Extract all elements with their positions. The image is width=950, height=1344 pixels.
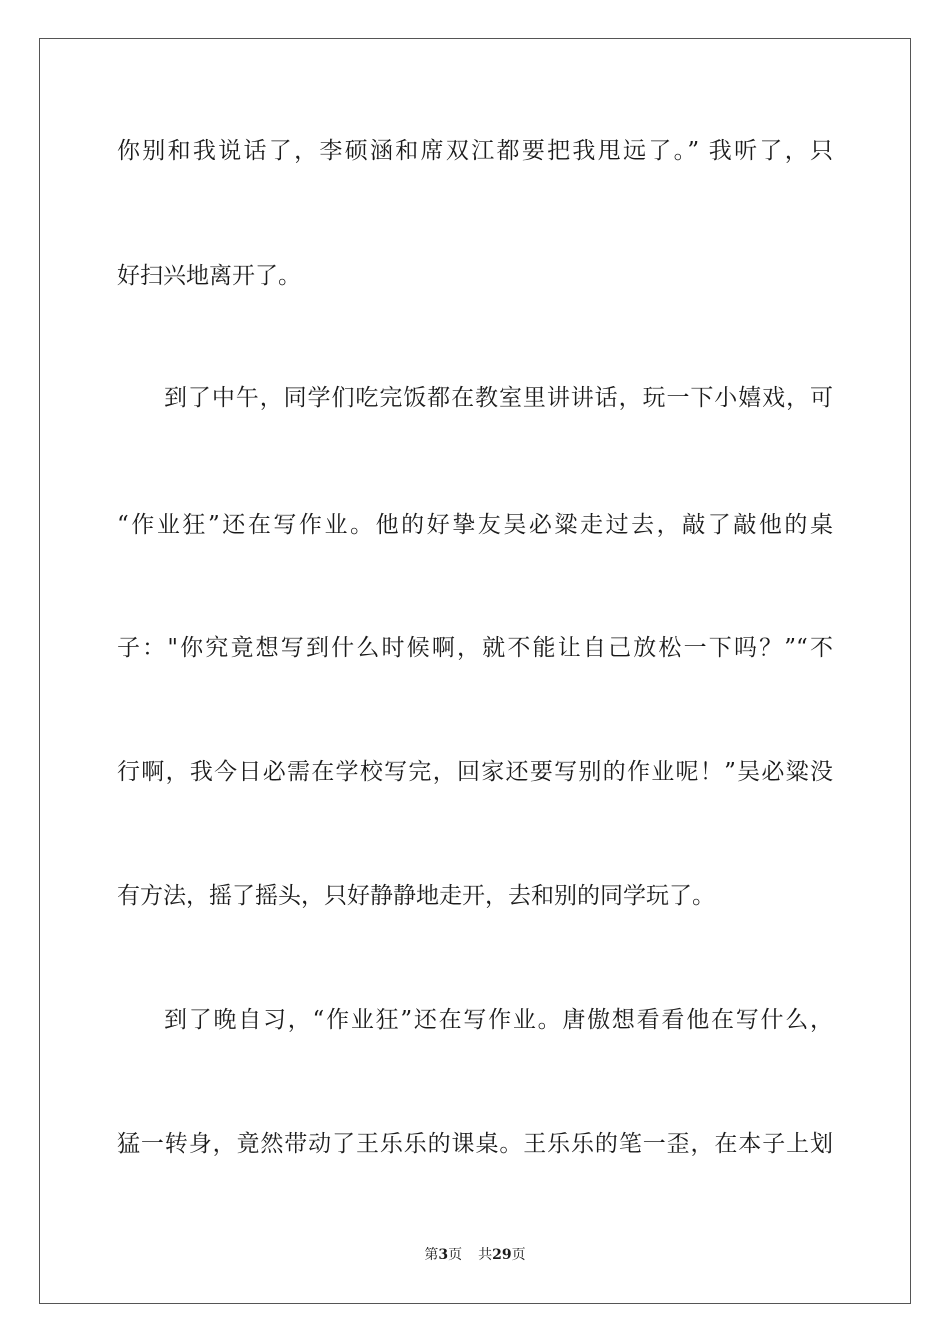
page-frame [39, 38, 911, 1304]
total-suffix: 页 [511, 1247, 526, 1263]
page-prefix: 第 [424, 1247, 439, 1263]
total-pages: 29 [492, 1247, 512, 1263]
body-text-line: 猛一转身，竟然带动了王乐乐的课桌。王乐乐的笔一歪，在本子上划 [117, 1131, 833, 1157]
body-text-line: 到了晚自习，“作业狂”还在写作业。唐傲想看看他在写什么， [164, 1007, 833, 1033]
page-suffix: 页 [448, 1247, 463, 1263]
body-text-line: “作业狂”还在写作业。他的好挚友吴必粱走过去，敲了敲他的桌 [117, 512, 833, 538]
body-text-line: 你别和我说话了，李硕涵和席双江都要把我甩远了。” 我听了，只 [117, 138, 833, 164]
body-text-line: 好扫兴地离开了。 [117, 263, 301, 289]
page-footer [0, 1245, 950, 1265]
body-text-line: 到了中午，同学们吃完饭都在教室里讲讲话，玩一下小嬉戏，可 [164, 385, 833, 411]
page-number: 3 [438, 1247, 449, 1263]
total-prefix: 共 [478, 1247, 493, 1263]
body-text-line: 子："你究竟想写到什么时候啊，就不能让自己放松一下吗？”“不 [117, 635, 833, 661]
body-text-line: 有方法，摇了摇头，只好静静地走开，去和别的同学玩了。 [117, 883, 715, 909]
body-text-line: 行啊，我今日必需在学校写完，回家还要写别的作业呢！”吴必粱没 [117, 759, 833, 785]
